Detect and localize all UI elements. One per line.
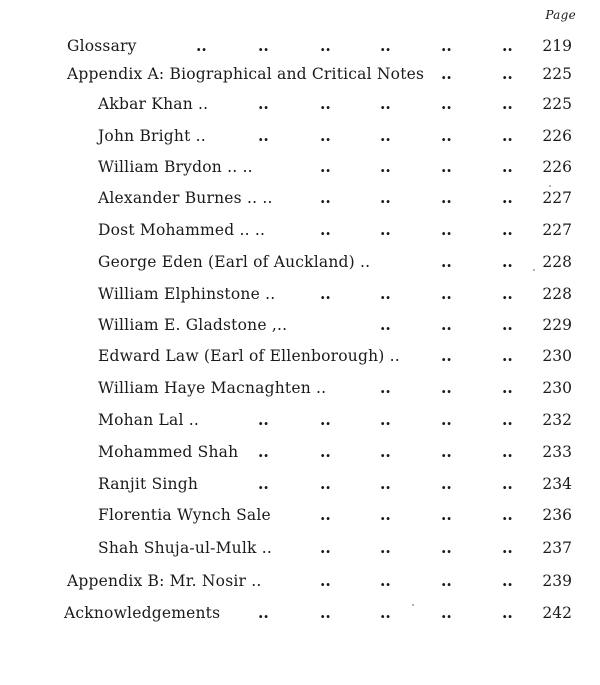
leader-dots: ..: [441, 571, 452, 590]
leader-dots: ..: [320, 126, 331, 145]
leader-dots: ..: [441, 410, 452, 429]
toc-page-number: 226: [542, 158, 572, 176]
toc-page-number: 230: [542, 347, 572, 365]
toc-page-number: 229: [542, 316, 572, 334]
leader-dots: ..: [502, 571, 513, 590]
leader-dots: ..: [502, 252, 513, 271]
toc-entry-title: Alexander Burnes .. ..: [98, 189, 273, 207]
leader-dots: ..: [380, 442, 391, 461]
toc-page-number: 242: [542, 604, 572, 622]
leader-dots: ..: [502, 36, 513, 55]
leader-dots: ..: [502, 346, 513, 365]
leader-dots: ..: [441, 284, 452, 303]
leader-dots: ..: [380, 36, 391, 55]
toc-page-number: 225: [542, 65, 572, 83]
leader-dots: ..: [502, 474, 513, 493]
leader-dots: ..: [441, 442, 452, 461]
toc-entry-title: William Elphinstone ..: [98, 285, 276, 303]
toc-page-number: 228: [542, 285, 572, 303]
leader-dots: ..: [441, 126, 452, 145]
leader-dots: ..: [502, 188, 513, 207]
toc-page-number: 228: [542, 253, 572, 271]
toc-page-number: 232: [542, 411, 572, 429]
leader-dots: ..: [320, 505, 331, 524]
toc-entry-dost-mohammed[interactable]: [0, 218, 600, 242]
leader-dots: ..: [380, 505, 391, 524]
toc-page-number: 239: [542, 572, 572, 590]
leader-dots: ..: [380, 220, 391, 239]
leader-dots: ..: [502, 64, 513, 83]
toc-page-number: 230: [542, 379, 572, 397]
leader-dots: ..: [380, 284, 391, 303]
toc-page-number: 219: [542, 37, 572, 55]
leader-dots: ..: [441, 505, 452, 524]
leader-dots: ..: [441, 378, 452, 397]
toc-entry-william-elphinstone[interactable]: [0, 282, 600, 306]
leader-dots: ..: [441, 252, 452, 271]
toc-entry-william-macnaghten[interactable]: [0, 376, 600, 400]
toc-entry-title: Akbar Khan ..: [98, 95, 209, 113]
leader-dots: ..: [380, 538, 391, 557]
leader-dots: ..: [258, 36, 269, 55]
toc-entry-william-brydon[interactable]: [0, 155, 600, 179]
toc-entry-ranjit-singh[interactable]: [0, 472, 600, 496]
leader-dots: ..: [258, 410, 269, 429]
leader-dots: ..: [502, 284, 513, 303]
leader-dots: ..: [380, 157, 391, 176]
leader-dots: ..: [441, 36, 452, 55]
leader-dots: ..: [502, 94, 513, 113]
toc-entry-title: Edward Law (Earl of Ellenborough) ..: [98, 347, 400, 365]
leader-dots: ..: [320, 474, 331, 493]
toc-entry-acknowledgements[interactable]: [0, 601, 600, 625]
leader-dots: ..: [380, 603, 391, 622]
toc-entry-florentia-sale[interactable]: [0, 503, 600, 527]
leader-dots: ..: [502, 603, 513, 622]
toc-entry-akbar-khan[interactable]: [0, 92, 600, 116]
leader-dots: ..: [380, 378, 391, 397]
leader-dots: ..: [441, 315, 452, 334]
leader-dots: ..: [320, 188, 331, 207]
leader-dots: ..: [441, 157, 452, 176]
leader-dots: ..: [320, 410, 331, 429]
leader-dots: ..: [441, 474, 452, 493]
toc-entry-title: Mohan Lal ..: [98, 411, 200, 429]
toc-entry-title: Florentia Wynch Sale: [98, 506, 271, 524]
leader-dots: ..: [380, 474, 391, 493]
toc-entry-title: Acknowledgements: [64, 604, 221, 622]
leader-dots: ..: [320, 538, 331, 557]
toc-entry-edward-law[interactable]: [0, 344, 600, 368]
toc-page-number: 227: [542, 189, 572, 207]
toc-entry-title: Glossary: [67, 37, 137, 55]
leader-dots: ..: [502, 157, 513, 176]
toc-entry-mohammed-shah[interactable]: [0, 440, 600, 464]
leader-dots: ..: [320, 284, 331, 303]
leader-dots: ..: [320, 603, 331, 622]
toc-entry-alexander-burnes[interactable]: [0, 186, 600, 210]
leader-dots: ..: [441, 188, 452, 207]
leader-dots: ..: [320, 94, 331, 113]
toc-entry-title: Dost Mohammed .. ..: [98, 221, 266, 239]
leader-dots: ..: [441, 346, 452, 365]
toc-entry-appendix-a[interactable]: [0, 62, 600, 86]
leader-dots: ..: [502, 538, 513, 557]
leader-dots: ..: [502, 126, 513, 145]
toc-page-number: 226: [542, 127, 572, 145]
toc-entry-william-gladstone[interactable]: [0, 313, 600, 337]
leader-dots: ..: [258, 474, 269, 493]
paper-speck: [549, 185, 551, 187]
toc-entry-title: Ranjit Singh: [98, 475, 199, 493]
leader-dots: ..: [258, 94, 269, 113]
leader-dots: ..: [502, 410, 513, 429]
leader-dots: ..: [320, 36, 331, 55]
leader-dots: ..: [502, 378, 513, 397]
toc-entry-appendix-b[interactable]: [0, 569, 600, 593]
toc-entry-title: William E. Gladstone ,..: [98, 316, 288, 334]
page-column-label: Page: [545, 8, 576, 22]
toc-entry-glossary[interactable]: [0, 34, 600, 58]
leader-dots: ..: [441, 538, 452, 557]
leader-dots: ..: [380, 315, 391, 334]
leader-dots: ..: [441, 64, 452, 83]
toc-entry-title: George Eden (Earl of Auckland) ..: [98, 253, 371, 271]
leader-dots: ..: [502, 442, 513, 461]
leader-dots: ..: [258, 126, 269, 145]
leader-dots: ..: [320, 442, 331, 461]
leader-dots: ..: [502, 220, 513, 239]
toc-page-number: 225: [542, 95, 572, 113]
toc-entry-title: William Brydon .. ..: [98, 158, 253, 176]
leader-dots: ..: [441, 220, 452, 239]
toc-page-number: 237: [542, 539, 572, 557]
toc-entry-title: Mohammed Shah: [98, 443, 239, 461]
leader-dots: ..: [502, 505, 513, 524]
leader-dots: ..: [258, 442, 269, 461]
leader-dots: ..: [441, 94, 452, 113]
leader-dots: ..: [502, 315, 513, 334]
leader-dots: ..: [258, 603, 269, 622]
toc-page-number: 234: [542, 475, 572, 493]
leader-dots: ..: [380, 571, 391, 590]
paper-speck: [412, 604, 414, 606]
toc-entry-shah-shuja[interactable]: [0, 536, 600, 560]
toc-entry-john-bright[interactable]: [0, 124, 600, 148]
toc-entry-title: John Bright ..: [98, 127, 206, 145]
leader-dots: ..: [320, 220, 331, 239]
leader-dots: ..: [380, 94, 391, 113]
leader-dots: ..: [320, 571, 331, 590]
toc-page-number: 227: [542, 221, 572, 239]
toc-entry-title: Appendix B: Mr. Nosir ..: [67, 572, 262, 590]
leader-dots: ..: [320, 157, 331, 176]
toc-page-number: 236: [542, 506, 572, 524]
leader-dots: ..: [196, 36, 207, 55]
toc-entry-george-eden[interactable]: [0, 250, 600, 274]
toc-entry-title: William Haye Macnaghten ..: [98, 379, 327, 397]
leader-dots: ..: [380, 188, 391, 207]
paper-speck: [533, 269, 535, 271]
toc-entry-title: Appendix A: Biographical and Critical Notes: [67, 65, 425, 83]
toc-entry-mohan-lal[interactable]: [0, 408, 600, 432]
toc-entry-title: Shah Shuja-ul-Mulk ..: [98, 539, 272, 557]
toc-page-number: 233: [542, 443, 572, 461]
leader-dots: ..: [380, 126, 391, 145]
leader-dots: ..: [380, 410, 391, 429]
leader-dots: ..: [441, 603, 452, 622]
